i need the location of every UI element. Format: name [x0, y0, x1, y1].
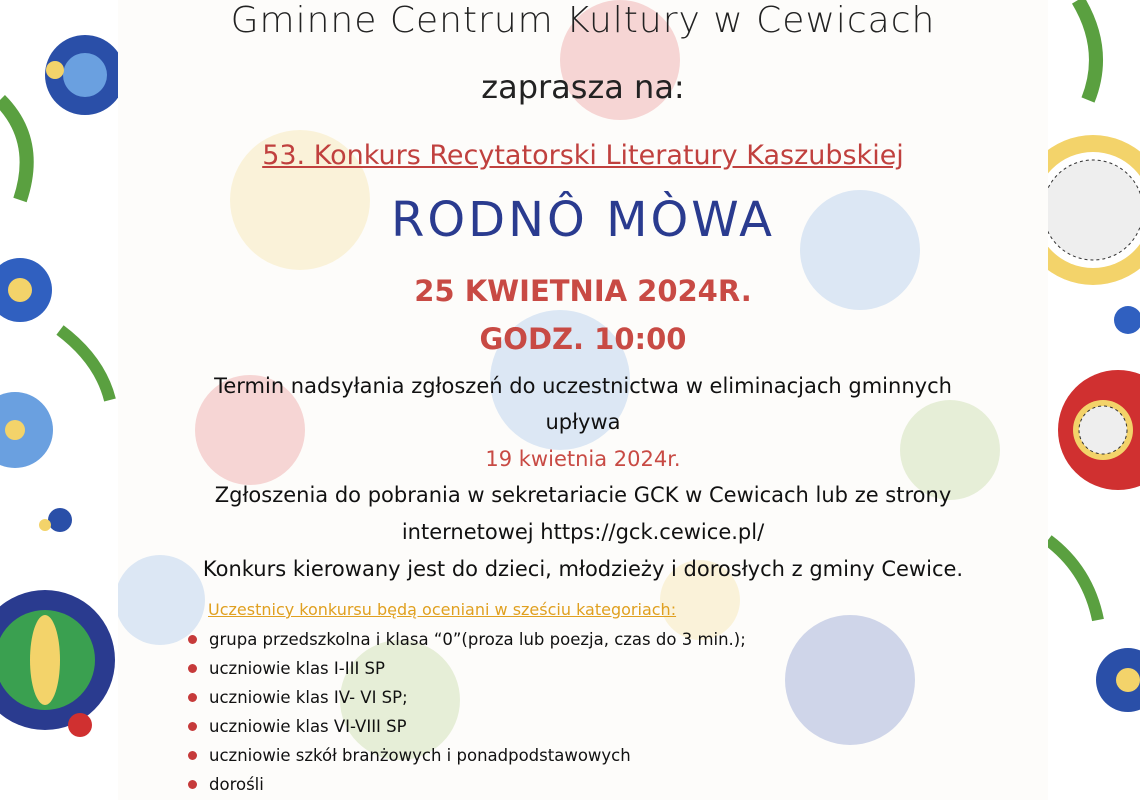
categories-list	[188, 600, 746, 799]
event-title: RODNÔ MÒWA	[391, 192, 775, 248]
organizer-heading: Gminne Centrum Kultury w Cewicach	[230, 0, 936, 41]
categories-heading: Uczestnicy konkursu będą oceniani w sześciu kategoriach:	[208, 600, 677, 619]
list-item: uczniowie klas VI-VIII SP	[188, 712, 746, 741]
bullet-icon	[188, 693, 197, 702]
website-link[interactable]: internetowej https://gck.cewice.pl/	[401, 520, 765, 544]
bullet-icon	[188, 635, 197, 644]
list-item: dorośli	[188, 770, 746, 799]
kashubian-flowers-left	[0, 0, 118, 800]
deadline-date: 19 kwietnia 2024r.	[485, 447, 681, 471]
list-item: uczniowie szkół branżowych i ponadpodstawowych	[188, 741, 746, 770]
bullet-icon	[188, 751, 197, 760]
event-date: 25 KWIETNIA 2024R.	[414, 274, 752, 308]
bullet-icon	[188, 722, 197, 731]
info-line: upływa	[545, 410, 621, 434]
invites-text: zaprasza na:	[481, 68, 685, 106]
list-item: uczniowie klas I-III SP	[188, 654, 746, 683]
info-line: Konkurs kierowany jest do dzieci, młodzieży i dorosłych z gminy Cewice.	[202, 557, 964, 581]
right-folk-border	[1048, 0, 1140, 800]
kashubian-flowers-right	[1048, 0, 1140, 800]
info-line: Zgłoszenia do pobrania w sekretariacie GCK w Cewicach lub ze strony	[214, 483, 952, 507]
bullet-icon	[188, 664, 197, 673]
info-line: Termin nadsyłania zgłoszeń do uczestnictwa w eliminacjach gminnych	[214, 374, 952, 398]
list-item: grupa przedszkolna i klasa “0”(proza lub poezja, czas do 3 min.);	[188, 625, 746, 654]
poster-content	[118, 0, 1048, 800]
list-item: uczniowie klas IV- VI SP;	[188, 683, 746, 712]
left-folk-border	[0, 0, 118, 800]
event-subtitle: 53. Konkurs Recytatorski Literatury Kaszubskiej	[262, 140, 904, 171]
bullet-icon	[188, 780, 197, 789]
event-time: GODZ. 10:00	[479, 322, 687, 356]
